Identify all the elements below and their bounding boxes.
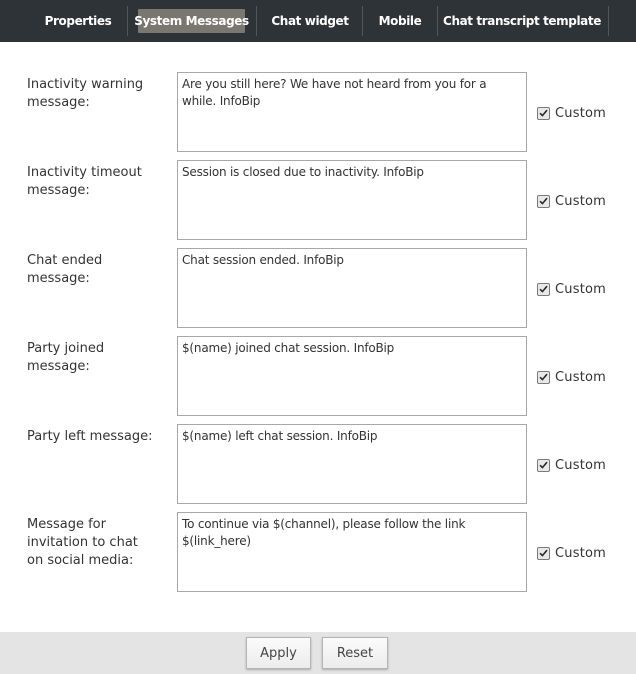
party-left-input[interactable] [177, 424, 527, 504]
chat-ended-input[interactable] [177, 248, 527, 328]
message-row-chat-ended [0, 248, 636, 328]
custom-label: Custom [555, 281, 607, 297]
custom-checkbox[interactable] [537, 459, 550, 472]
message-label: Inactivity warning message: [27, 77, 144, 110]
message-row-party-left [0, 424, 636, 504]
custom-option[interactable] [537, 105, 606, 121]
tab-separator [608, 6, 609, 36]
custom-option[interactable] [537, 193, 606, 209]
custom-label: Custom [555, 545, 607, 561]
footer-bar [0, 632, 636, 674]
custom-option[interactable] [537, 457, 606, 473]
message-row-party-joined [0, 336, 636, 416]
reset-button[interactable]: Reset [322, 637, 388, 669]
custom-option[interactable] [537, 545, 606, 561]
tab-separator [127, 6, 128, 36]
checkmark-icon [539, 373, 548, 381]
custom-checkbox[interactable] [537, 283, 550, 296]
custom-option[interactable] [537, 281, 606, 297]
tab-properties[interactable]: Properties [44, 14, 112, 28]
message-row-inactivity-warning [0, 72, 636, 152]
tab-chat-widget[interactable]: Chat widget [271, 14, 349, 28]
tab-separator [437, 6, 438, 36]
checkmark-icon [539, 109, 548, 117]
tab-separator [256, 6, 257, 36]
checkmark-icon [539, 549, 548, 557]
social-invitation-input[interactable] [177, 512, 527, 592]
inactivity-warning-input[interactable] [177, 72, 527, 152]
checkmark-icon [539, 285, 548, 293]
tab-mobile[interactable]: Mobile [378, 14, 422, 28]
tab-bar [0, 0, 636, 42]
message-label: Party joined message: [27, 341, 105, 374]
message-label: Inactivity timeout message: [27, 165, 142, 198]
custom-checkbox[interactable] [537, 371, 550, 384]
tab-separator [362, 6, 363, 36]
tab-system-messages[interactable]: System Messages [138, 9, 245, 33]
custom-checkbox[interactable] [537, 547, 550, 560]
custom-label: Custom [555, 193, 607, 209]
message-label: Party left message: [27, 429, 153, 444]
custom-checkbox[interactable] [537, 107, 550, 120]
custom-option[interactable] [537, 369, 606, 385]
message-label: Chat ended message: [27, 253, 103, 286]
checkmark-icon [539, 197, 548, 205]
checkmark-icon [539, 461, 548, 469]
message-row-inactivity-timeout [0, 160, 636, 240]
message-label: Message for invitation to chat on social media: [27, 517, 138, 568]
inactivity-timeout-input[interactable] [177, 160, 527, 240]
custom-checkbox[interactable] [537, 195, 550, 208]
custom-label: Custom [555, 457, 607, 473]
apply-button[interactable]: Apply [246, 637, 311, 669]
party-joined-input[interactable] [177, 336, 527, 416]
tab-chat-transcript-template[interactable]: Chat transcript template [443, 14, 601, 28]
custom-label: Custom [555, 369, 607, 385]
message-row-social-invitation [0, 512, 636, 592]
custom-label: Custom [555, 105, 607, 121]
